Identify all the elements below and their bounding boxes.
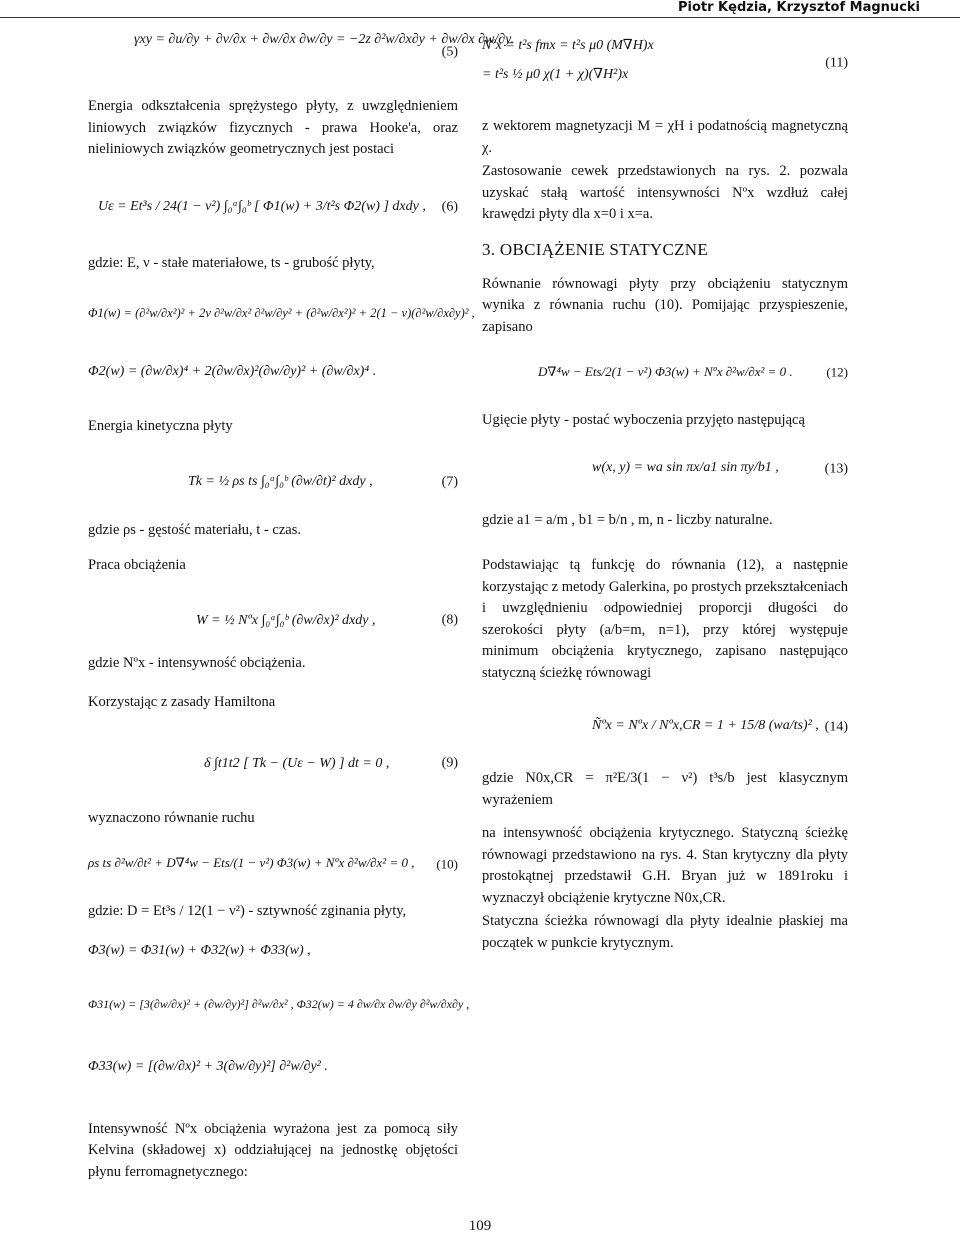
paragraph-material-constants: gdzie: E, ν - stałe materiałowe, ts - grubość płyty,: [88, 254, 375, 271]
eq12-text: D∇⁴w − Ets/2(1 − ν²) Φ3(w) + Nºx ∂²w/∂x² = 0 .: [538, 364, 793, 379]
eq13-number: (13): [824, 461, 848, 476]
equation-5: [88, 30, 515, 74]
eq10-number: (10): [436, 856, 458, 872]
paragraph-galerkin: Podstawiając tą funkcję do równania (12), a następnie korzystając z metody Galerkina, po prostych przekształceniach i uwzględnieniu odpowiedniej proporcji długości do szerokości płyty (a/b=m, n=1), przy której występuje minimum obciążenia krytycznego, zapisano następująco statyczną ścieżkę równowagi: [482, 557, 848, 681]
equation-7: [88, 452, 458, 512]
running-header: Piotr Kędzia, Krzysztof Magnucki: [0, 0, 960, 18]
equation-phi3: Φ3(w) = Φ31(w) + Φ32(w) + Φ33(w) ,: [88, 942, 311, 958]
equation-13: [482, 444, 848, 494]
paragraph-bryan: na intensywność obciążenia krytycznego. Statyczną ścieżkę równowagi przedstawiono na rys. 4. Stan krytyczny dla płyty prostokątnej przedstawił G.H. Bryan już w 1891roku i wyznaczył obciążenie krytyczne N0x,CR.: [482, 825, 848, 906]
paragraph-classical-critical: gdzie N0x,CR = π²E/3(1 − ν²) t³s/b jest klasycznym wyrażeniem: [482, 770, 848, 808]
equation-9: [88, 728, 458, 798]
paragraph-load-intensity: gdzie Nºx - intensywność obciążenia.: [88, 654, 306, 671]
right-column: [482, 30, 848, 954]
paragraph-natural-numbers: gdzie a1 = a/m , b1 = b/n , m, n - liczby naturalne.: [482, 511, 773, 528]
eq14-number: (14): [824, 719, 848, 735]
eq11-line2: = t²s ½ μ0 χ(1 + χ)(∇H²)x: [482, 67, 629, 82]
equation-12: [482, 346, 848, 398]
eq9-number: (9): [441, 755, 458, 770]
eq14-text: Ñºx = Nºx / Nºx,CR = 1 + 15/8 (wa/ts)² ,: [592, 718, 819, 733]
paragraph-density: gdzie ρs - gęstość materiału, t - czas.: [88, 521, 301, 538]
eq8-text: W = ½ Nºx ∫₀ᵃ∫₀ᵇ (∂w/∂x)² dxdy ,: [196, 612, 376, 628]
eq7-text: Tk = ½ ρs ts ∫₀ᵃ∫₀ᵇ (∂w/∂t)² dxdy ,: [188, 473, 373, 489]
section-heading-static-load: 3. OBCIĄŻENIE STATYCZNE: [482, 239, 709, 259]
paragraph-coils: Zastosowanie cewek przedstawionych na rys. 2. pozwala uzyskać stałą wartość intensywności Nºx wzdłuż całej krawędzi płyty dla x=0 i x=a.: [482, 163, 848, 222]
eq7-number: (7): [441, 474, 458, 489]
page-number: 109: [468, 1218, 492, 1234]
eq11-line1: Nºx = t²s fmx = t²s μ0 (M∇H)x: [482, 38, 654, 53]
eq10-text: ρs ts ∂²w/∂t² + D∇⁴w − Ets/(1 − ν²) Φ3(w) + Nºx ∂²w/∂x² = 0 ,: [88, 855, 415, 870]
paragraph-kelvin-force: Intensywność Nºx obciążenia wyrażona jest za pomocą siły Kelvina (składowej x) oddziałującej na jednostkę objętości płynu ferromagnetycznego:: [88, 1120, 458, 1180]
paragraph-strain-energy: Energia odkształcenia sprężystego płyty, z uwzględnieniem liniowych związków fizycznych - prawa Hooke'a, oraz nieliniowych związków geometrycznych jest postaci: [88, 98, 458, 157]
equation-phi33: Φ33(w) = [(∂w/∂x)² + 3(∂w/∂y)²] ∂²w/∂y² .: [88, 1058, 328, 1074]
paragraph-motion-equation: wyznaczono równanie ruchu: [88, 809, 255, 826]
equation-10: [88, 839, 458, 889]
paragraph-magnetization: z wektorem magnetyzacji M = χH i podatnością magnetyczną χ.: [482, 118, 848, 156]
paragraph-flat-plate: Statyczna ścieżka równowagi dla płyty idealnie płaskiej ma początek w punkcie krytycznym.: [482, 913, 848, 951]
paragraph-kinetic-energy: Energia kinetyczna płyty: [88, 418, 233, 434]
equation-phi1: Φ1(w) = (∂²w/∂x²)² + 2ν ∂²w/∂x² ∂²w/∂y² + (∂²w/∂x²)² + 2(1 − ν)(∂²w/∂x∂y)² ,: [88, 306, 475, 320]
paragraph-load-work: Praca obciążenia: [88, 557, 186, 573]
eq13-text: w(x, y) = wa sin πx/a1 sin πy/b1 ,: [592, 459, 779, 475]
left-column: [88, 30, 515, 1183]
equation-phi2: Φ2(w) = (∂w/∂x)⁴ + 2(∂w/∂x)²(∂w/∂y)² + (∂w/∂x)⁴ .: [88, 364, 377, 379]
eq9-text: δ ∫t1t2 [ Tk − (Uε − W) ] dt = 0 ,: [204, 755, 390, 771]
paragraph-bending-stiffness: gdzie: D = Et³s / 12(1 − ν²) - sztywność zginania płyty,: [88, 903, 407, 919]
eq8-number: (8): [441, 612, 458, 627]
equation-8: [88, 591, 458, 649]
equation-6: [88, 171, 458, 243]
equation-11: [482, 30, 848, 96]
eq6-text: Uε = Et³s / 24(1 − ν²) ∫₀ᵃ∫₀ᵇ [ Φ1(w) + 3/t²s Φ2(w) ] dxdy ,: [98, 198, 426, 214]
eq5-number: (5): [441, 44, 458, 60]
equation-14: [482, 700, 848, 754]
paragraph-hamilton: Korzystając z zasady Hamiltona: [88, 694, 276, 710]
eq12-number: (12): [826, 364, 848, 380]
equation-phi31-phi32: Φ31(w) = [3(∂w/∂x)² + (∂w/∂y)²] ∂²w/∂x² , Φ32(w) = 4 ∂w/∂x ∂w/∂y ∂²w/∂x∂y ,: [88, 996, 470, 1011]
paragraph-deflection-shape: Ugięcie płyty - postać wyboczenia przyjęto następującą: [482, 412, 805, 428]
paragraph-equilibrium: Równanie równowagi płyty przy obciążeniu statycznym wynika z równania ruchu (10). Pomijając przyspieszenie, zapisano: [482, 275, 848, 335]
eq5-rhs: ∂u/∂y + ∂v/∂x + ∂w/∂x ∂w/∂y = −2z ∂²w/∂x∂y + ∂w/∂x ∂w/∂y.: [168, 32, 515, 47]
eq5-lhs: γxy =: [134, 32, 165, 47]
eq6-number: (6): [441, 199, 458, 214]
eq11-number: (11): [825, 55, 848, 71]
